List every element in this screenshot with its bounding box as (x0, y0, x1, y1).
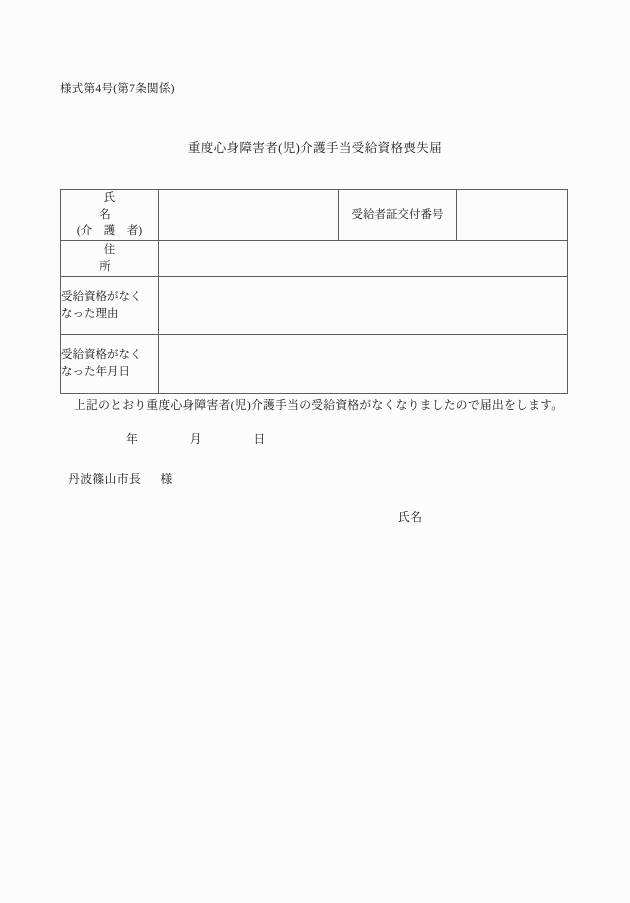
table-row (61, 277, 568, 335)
loss-date-label-line2: なった年月日 (61, 366, 130, 379)
address-input-cell[interactable] (159, 241, 568, 277)
date-day-label: 日 (253, 432, 266, 446)
table-row (61, 241, 568, 277)
certificate-number-input-cell[interactable] (457, 190, 568, 241)
reason-label-line2: なった理由 (61, 307, 119, 320)
row-label-address (61, 241, 186, 277)
loss-date-input-cell[interactable] (159, 335, 568, 394)
row-label-name (61, 190, 186, 241)
row-label-date (61, 335, 159, 394)
page-title: 重度心身障害者(児)介護手当受給資格喪失届 (187, 141, 443, 155)
addressee-name: 丹波篠山市長 (68, 472, 142, 486)
row-label-reason (61, 277, 159, 335)
form-number: 様式第4号(第7条関係) (60, 83, 175, 95)
certificate-number-label: 受給者証交付番号 (339, 190, 457, 241)
reason-input-cell[interactable] (159, 277, 568, 335)
signature-label[interactable]: 氏名 (398, 510, 423, 524)
submission-date-line[interactable] (126, 430, 265, 447)
name-label-line1: 氏 名 (99, 192, 186, 221)
address-label: 住 所 (99, 243, 186, 273)
table-row (61, 190, 568, 241)
loss-date-label-line1: 受給資格がなく (61, 349, 142, 362)
addressee-honorific: 様 (160, 472, 173, 486)
date-year-label: 年 (126, 432, 138, 446)
name-label-line2: (介 護 者) (76, 225, 143, 238)
date-month-label: 月 (189, 432, 202, 446)
reason-label-line1: 受給資格がなく (61, 290, 142, 303)
table-row (61, 335, 568, 394)
addressee (68, 470, 173, 487)
applicant-info-table (60, 189, 568, 394)
declaration-statement: 上記のとおり重度心身障害者(児)介護手当の受給資格がなくなりましたので届出をします。 (74, 398, 564, 412)
